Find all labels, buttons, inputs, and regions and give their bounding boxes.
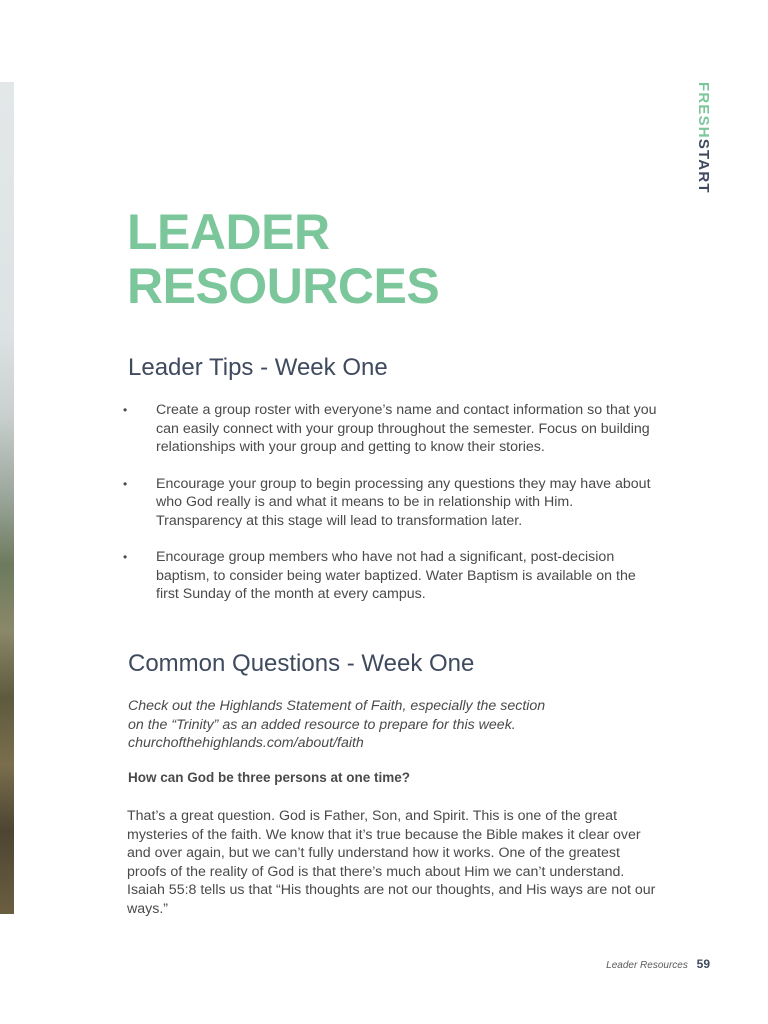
leader-tips-heading: Leader Tips - Week One	[128, 354, 388, 381]
list-item	[120, 548, 660, 604]
list-item-text: Encourage your group to begin processing any questions they may have about who God really is and what it means to be in relationship with Him. Transparency at this stage will lead to transformation later.	[156, 475, 651, 529]
page-footer	[606, 957, 710, 971]
page-title-line2: RESOURCES	[127, 258, 440, 314]
faith-statement-note	[128, 697, 648, 753]
common-questions-heading: Common Questions - Week One	[128, 650, 475, 677]
bullet-icon: •	[123, 476, 128, 491]
page-title	[127, 205, 439, 313]
brand-logo	[690, 82, 720, 202]
brand-fresh-text: FRESH	[695, 82, 712, 139]
faith-note-url: churchofthehighlands.com/about/faith	[128, 735, 364, 751]
answer-text: That’s a great question. God is Father, Son, and Spirit. This is one of the great mysteries of the faith. We know that it’s true because the Bible makes it clear over and over again, but we can’t fully understand how it works. One of the greatest proofs of the reality of God is that there’s much about Him we can’t understand. Isaiah 55:8 tells us that “His thoughts are not our thoughts, and His ways are not our ways.”	[127, 808, 656, 917]
page-number: 59	[696, 957, 710, 971]
question-text: How can God be three persons at one time?	[128, 770, 411, 785]
bullet-icon: •	[123, 403, 128, 417]
list-item-text: Encourage group members who have not had a significant, post-decision baptism, to consider being water baptized. Water Baptism is available on the first Sunday of the month at every campus.	[156, 549, 636, 602]
page-title-line1: LEADER	[127, 204, 330, 260]
faith-note-line: on the “Trinity” as an added resource to prepare for this week.	[128, 716, 516, 733]
faith-note-line: Check out the Highlands Statement of Faith, especially the section	[128, 698, 546, 714]
background-photo-strip	[0, 82, 14, 914]
brand-start-text: START	[695, 138, 712, 194]
list-item	[120, 475, 660, 531]
leader-tips-list	[120, 401, 660, 622]
list-item-text: Create a group roster with everyone’s name and contact information so that you can easily connect with your group throughout the semester. Focus on building relationships with your group and getting to know their stories.	[156, 402, 657, 455]
footer-section-label: Leader Resources	[606, 960, 688, 971]
bullet-icon: •	[123, 550, 128, 564]
list-item	[120, 401, 660, 457]
